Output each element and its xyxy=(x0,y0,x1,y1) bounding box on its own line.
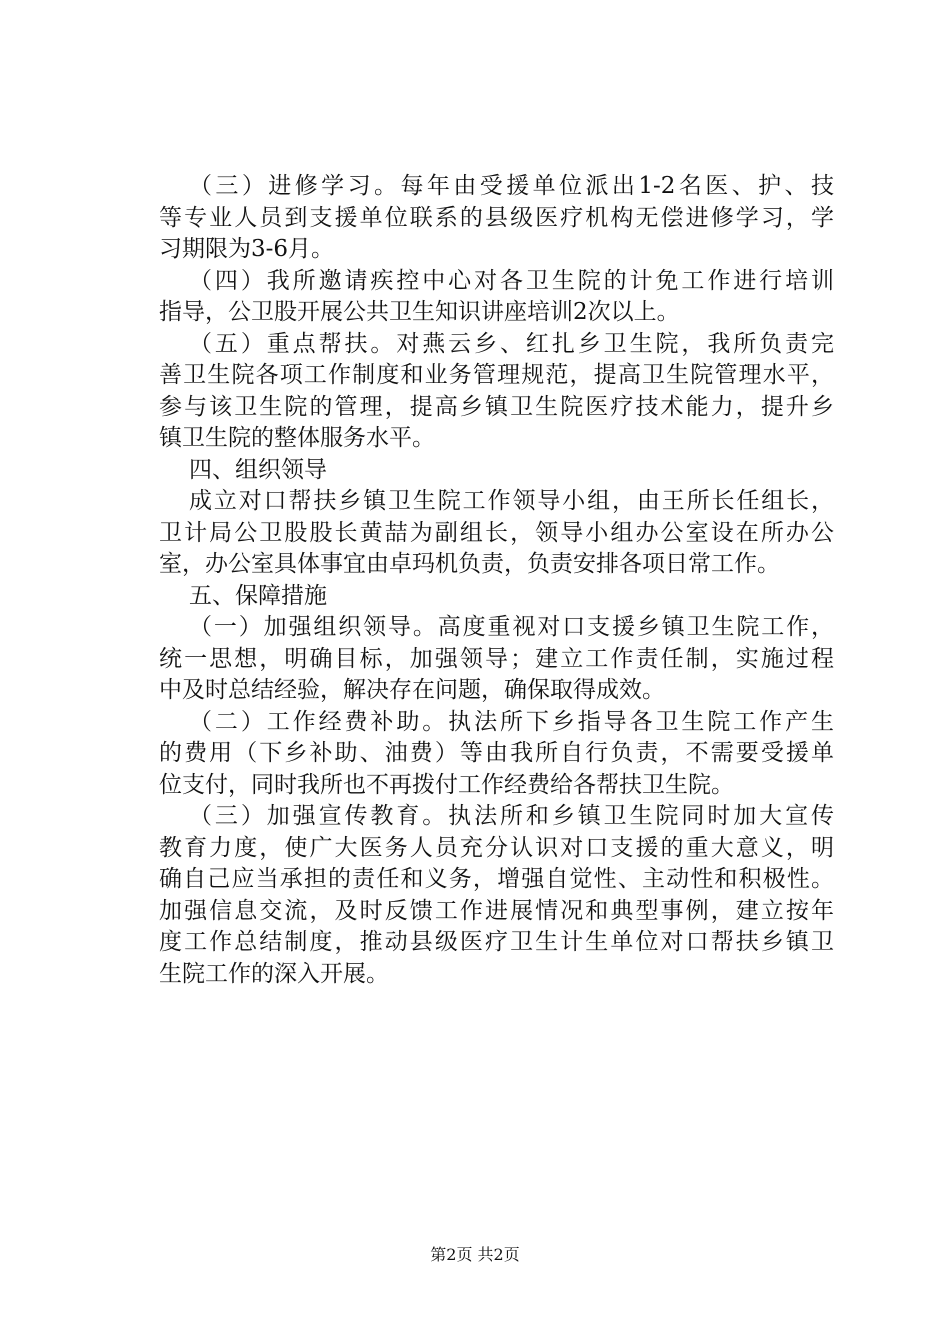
paragraph-line: 室，办公室具体事宜由卓玛机负责，负责安排各项日常工作。 xyxy=(159,551,780,577)
paragraph-line: 卫计局公卫股股长黄喆为副组长，领导小组办公室设在所办公 xyxy=(159,519,834,546)
paragraph-line: 善卫生院各项工作制度和业务管理规范，提高卫生院管理水平， xyxy=(159,362,834,388)
paragraph-line: 统一思想，明确目标，加强领导；建立工作责任制，实施过程 xyxy=(159,645,834,672)
paragraph-line: 等专业人员到支援单位联系的县级医疗机构无偿进修学习，学 xyxy=(159,204,834,231)
section-heading: 四、组织领导 xyxy=(189,456,327,483)
document-body xyxy=(159,171,834,990)
section-heading: 五、保障措施 xyxy=(189,582,327,609)
paragraph-line: （三）加强宣传教育。执法所和乡镇卫生院同时加大宣传 xyxy=(189,803,834,829)
page-number-footer: 第2页 共2页 xyxy=(430,1245,520,1264)
paragraph-line: （四）我所邀请疾控中心对各卫生院的计免工作进行培训 xyxy=(189,267,834,294)
paragraph-line: 加强信息交流，及时反馈工作进展情况和典型事例，建立按年 xyxy=(159,897,834,924)
paragraph-line: 位支付，同时我所也不再拨付工作经费给各帮扶卫生院。 xyxy=(159,771,734,798)
paragraph-line: 生院工作的深入开展。 xyxy=(159,960,389,987)
paragraph-line: 中及时总结经验，解决存在问题，确保取得成效。 xyxy=(159,677,665,703)
paragraph-line: 的费用（下乡补助、油费）等由我所自行负责，不需要受援单 xyxy=(159,740,834,766)
paragraph-line: 镇卫生院的整体服务水平。 xyxy=(159,425,435,451)
paragraph-line: 教育力度，使广大医务人员充分认识对口支援的重大意义，明 xyxy=(159,834,834,861)
paragraph-line: 度工作总结制度，推动县级医疗卫生计生单位对口帮扶乡镇卫 xyxy=(159,929,834,955)
paragraph-line: （五）重点帮扶。对燕云乡、红扎乡卫生院，我所负责完 xyxy=(189,330,834,357)
paragraph-line: （一）加强组织领导。高度重视对口支援乡镇卫生院工作， xyxy=(189,614,834,640)
paragraph-line: 成立对口帮扶乡镇卫生院工作领导小组，由王所长任组长， xyxy=(189,488,834,514)
paragraph-line: （三）进修学习。每年由受援单位派出1-2名医、护、技 xyxy=(189,173,834,199)
paragraph-line: 习期限为3-6月。 xyxy=(159,236,335,262)
paragraph-line: 指导，公卫股开展公共卫生知识讲座培训2次以上。 xyxy=(159,299,680,325)
paragraph-line: （二）工作经费补助。执法所下乡指导各卫生院工作产生 xyxy=(189,708,834,735)
paragraph-line: 参与该卫生院的管理，提高乡镇卫生院医疗技术能力，提升乡 xyxy=(159,393,834,420)
paragraph-line: 确自己应当承担的责任和义务，增强自觉性、主动性和积极性。 xyxy=(159,866,834,892)
